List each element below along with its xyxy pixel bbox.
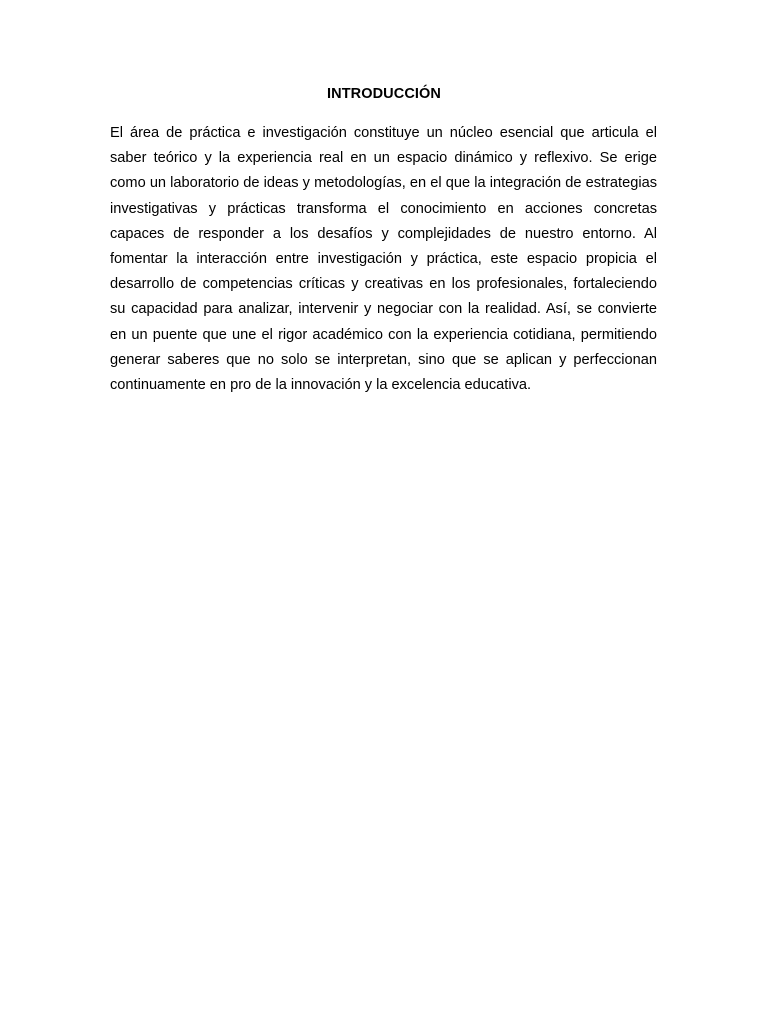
- introduction-paragraph: El área de práctica e investigación constituye un núcleo esencial que articula el saber teórico y la experiencia real en un espacio dinámico y reflexivo. Se erige como un laboratorio de ideas y metodologías, en el que la integración de estrategias investigativas y prácticas transforma el conocimiento en acciones concretas capaces de responder a los desafíos y complejidades de nuestro entorno. Al fomentar la interacción entre investigación y práctica, este espacio propicia el desarrollo de competencias críticas y creativas en los profesionales, fortaleciendo su capacidad para analizar, intervenir y negociar con la realidad. Así, se convierte en un puente que une el rigor académico con la experiencia cotidiana, permitiendo generar saberes que no solo se interpretan, sino que se aplican y perfeccionan continuamente en pro de la innovación y la excelencia educativa.: [110, 125, 657, 394]
- page-title: INTRODUCCIÓN: [327, 86, 441, 102]
